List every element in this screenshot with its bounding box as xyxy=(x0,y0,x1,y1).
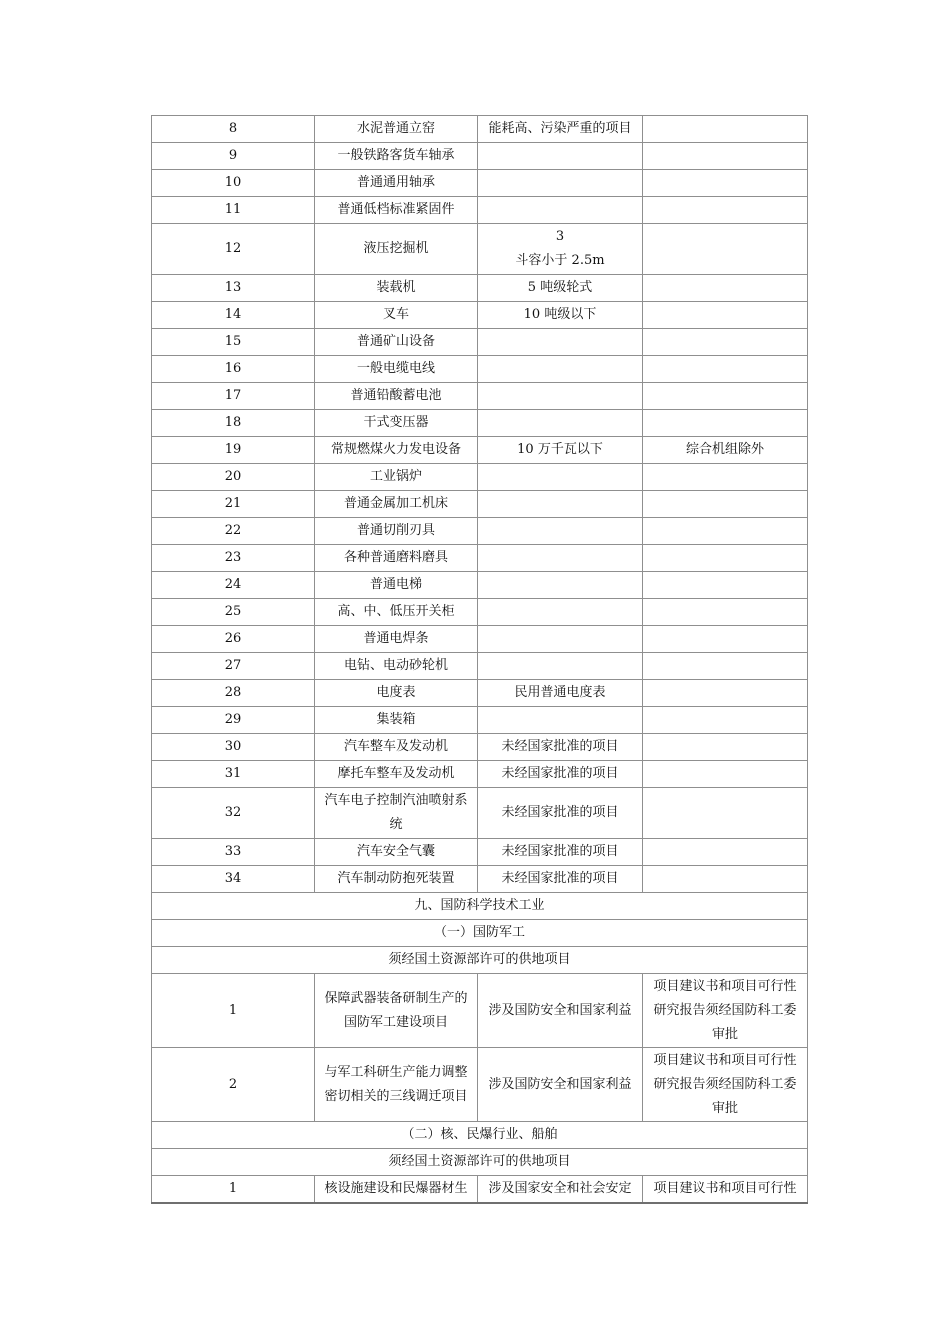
remark: 综合机组除外 xyxy=(643,437,808,464)
remark xyxy=(643,734,808,761)
row-number: 22 xyxy=(152,518,315,545)
project-name: 电度表 xyxy=(315,680,478,707)
row-number: 8 xyxy=(152,116,315,143)
condition: 涉及国防安全和国家利益 xyxy=(478,1048,643,1122)
remark xyxy=(643,599,808,626)
condition: 民用普通电度表 xyxy=(478,680,643,707)
remark xyxy=(643,329,808,356)
project-name: 一般铁路客货车轴承 xyxy=(315,143,478,170)
row-number: 21 xyxy=(152,491,315,518)
row-number: 15 xyxy=(152,329,315,356)
table-row xyxy=(152,734,808,761)
section-heading-row xyxy=(152,947,808,974)
table-row xyxy=(152,437,808,464)
project-name: 摩托车整车及发动机 xyxy=(315,761,478,788)
row-number: 1 xyxy=(152,974,315,1048)
project-name: 装载机 xyxy=(315,275,478,302)
condition: 10 吨级以下 xyxy=(478,302,643,329)
project-name: 水泥普通立窑 xyxy=(315,116,478,143)
table-row xyxy=(152,383,808,410)
project-name: 集装箱 xyxy=(315,707,478,734)
row-number: 10 xyxy=(152,170,315,197)
project-name: 普通切削刃具 xyxy=(315,518,478,545)
project-name: 普通铅酸蓄电池 xyxy=(315,383,478,410)
table-row xyxy=(152,866,808,893)
remark xyxy=(643,410,808,437)
remark xyxy=(643,626,808,653)
section-heading-row xyxy=(152,1122,808,1149)
condition xyxy=(478,410,643,437)
table-row xyxy=(152,761,808,788)
remark xyxy=(643,143,808,170)
remark xyxy=(643,866,808,893)
row-number: 32 xyxy=(152,788,315,839)
condition: 未经国家批准的项目 xyxy=(478,734,643,761)
row-number: 9 xyxy=(152,143,315,170)
table-row xyxy=(152,302,808,329)
condition: 能耗高、污染严重的项目 xyxy=(478,116,643,143)
remark xyxy=(643,197,808,224)
remark xyxy=(643,356,808,383)
row-number: 34 xyxy=(152,866,315,893)
remark xyxy=(643,275,808,302)
project-name: 干式变压器 xyxy=(315,410,478,437)
condition: 涉及国家安全和社会安定 xyxy=(478,1176,643,1204)
row-number: 30 xyxy=(152,734,315,761)
project-name: 汽车安全气囊 xyxy=(315,839,478,866)
remark xyxy=(643,545,808,572)
row-number: 31 xyxy=(152,761,315,788)
project-name: 电钻、电动砂轮机 xyxy=(315,653,478,680)
row-number: 25 xyxy=(152,599,315,626)
table-row xyxy=(152,329,808,356)
project-name: 各种普通磨料磨具 xyxy=(315,545,478,572)
project-name: 一般电缆电线 xyxy=(315,356,478,383)
condition xyxy=(478,143,643,170)
row-number: 26 xyxy=(152,626,315,653)
condition xyxy=(478,329,643,356)
row-number: 28 xyxy=(152,680,315,707)
remark xyxy=(643,572,808,599)
remark: 项目建议书和项目可行性 研究报告须经国防科工委 审批 xyxy=(643,974,808,1048)
condition xyxy=(478,197,643,224)
project-name: 保障武器装备研制生产的 国防军工建设项目 xyxy=(315,974,478,1048)
row-number: 12 xyxy=(152,224,315,275)
table-body xyxy=(152,116,808,1204)
table-row xyxy=(152,356,808,383)
project-name: 与军工科研生产能力调整 密切相关的三线调迁项目 xyxy=(315,1048,478,1122)
project-name: 普通低档标准紧固件 xyxy=(315,197,478,224)
condition xyxy=(478,599,643,626)
row-number: 29 xyxy=(152,707,315,734)
project-name: 核设施建设和民爆器材生 xyxy=(315,1176,478,1204)
row-number: 27 xyxy=(152,653,315,680)
remark xyxy=(643,707,808,734)
table-row xyxy=(152,197,808,224)
table-row xyxy=(152,680,808,707)
row-number: 33 xyxy=(152,839,315,866)
condition xyxy=(478,626,643,653)
row-number: 19 xyxy=(152,437,315,464)
remark xyxy=(643,761,808,788)
table-row xyxy=(152,974,808,1048)
project-name: 普通电焊条 xyxy=(315,626,478,653)
table-row xyxy=(152,410,808,437)
project-name: 普通电梯 xyxy=(315,572,478,599)
project-name: 工业锅炉 xyxy=(315,464,478,491)
project-name: 高、中、低压开关柜 xyxy=(315,599,478,626)
remark xyxy=(643,170,808,197)
project-name: 普通矿山设备 xyxy=(315,329,478,356)
table-row xyxy=(152,1048,808,1122)
table-row xyxy=(152,116,808,143)
remark xyxy=(643,383,808,410)
remark xyxy=(643,518,808,545)
condition xyxy=(478,545,643,572)
table-row xyxy=(152,143,808,170)
row-number: 20 xyxy=(152,464,315,491)
condition xyxy=(478,464,643,491)
remark xyxy=(643,653,808,680)
project-name: 汽车电子控制汽油喷射系 统 xyxy=(315,788,478,839)
project-name: 常规燃煤火力发电设备 xyxy=(315,437,478,464)
section-heading: （一）国防军工 xyxy=(152,920,808,947)
table-row xyxy=(152,545,808,572)
section-heading: 须经国土资源部许可的供地项目 xyxy=(152,1149,808,1176)
condition: 3 斗容小于 2.5m xyxy=(478,224,643,275)
remark xyxy=(643,491,808,518)
table-row xyxy=(152,491,808,518)
remark xyxy=(643,224,808,275)
row-number: 16 xyxy=(152,356,315,383)
condition xyxy=(478,356,643,383)
table-row xyxy=(152,572,808,599)
remark xyxy=(643,464,808,491)
row-number: 14 xyxy=(152,302,315,329)
row-number: 1 xyxy=(152,1176,315,1204)
table-row xyxy=(152,170,808,197)
table-row xyxy=(152,599,808,626)
remark xyxy=(643,788,808,839)
condition xyxy=(478,572,643,599)
row-number: 13 xyxy=(152,275,315,302)
table-row xyxy=(152,518,808,545)
project-name: 汽车制动防抱死装置 xyxy=(315,866,478,893)
remark xyxy=(643,839,808,866)
project-name: 叉车 xyxy=(315,302,478,329)
remark xyxy=(643,116,808,143)
table-row xyxy=(152,224,808,275)
condition: 5 吨级轮式 xyxy=(478,275,643,302)
row-number: 17 xyxy=(152,383,315,410)
condition: 未经国家批准的项目 xyxy=(478,839,643,866)
condition: 未经国家批准的项目 xyxy=(478,761,643,788)
project-name: 普通通用轴承 xyxy=(315,170,478,197)
project-name: 普通金属加工机床 xyxy=(315,491,478,518)
section-heading: 须经国土资源部许可的供地项目 xyxy=(152,947,808,974)
section-heading: 九、国防科学技术工业 xyxy=(152,893,808,920)
row-number: 24 xyxy=(152,572,315,599)
condition xyxy=(478,170,643,197)
project-name: 液压挖掘机 xyxy=(315,224,478,275)
row-number: 23 xyxy=(152,545,315,572)
section-heading-row xyxy=(152,893,808,920)
row-number: 2 xyxy=(152,1048,315,1122)
condition: 涉及国防安全和国家利益 xyxy=(478,974,643,1048)
table-row xyxy=(152,653,808,680)
condition: 10 万千瓦以下 xyxy=(478,437,643,464)
remark: 项目建议书和项目可行性 xyxy=(643,1176,808,1204)
condition xyxy=(478,653,643,680)
condition xyxy=(478,518,643,545)
table-row xyxy=(152,788,808,839)
table-row xyxy=(152,464,808,491)
section-heading-row xyxy=(152,920,808,947)
table-row xyxy=(152,839,808,866)
table-row xyxy=(152,275,808,302)
condition: 未经国家批准的项目 xyxy=(478,788,643,839)
table-row xyxy=(152,626,808,653)
section-heading: （二）核、民爆行业、船舶 xyxy=(152,1122,808,1149)
remark xyxy=(643,302,808,329)
table-row xyxy=(152,707,808,734)
row-number: 18 xyxy=(152,410,315,437)
table-row xyxy=(152,1176,808,1204)
condition xyxy=(478,491,643,518)
condition xyxy=(478,707,643,734)
remark: 项目建议书和项目可行性 研究报告须经国防科工委 审批 xyxy=(643,1048,808,1122)
remark xyxy=(643,680,808,707)
row-number: 11 xyxy=(152,197,315,224)
condition: 未经国家批准的项目 xyxy=(478,866,643,893)
project-name: 汽车整车及发动机 xyxy=(315,734,478,761)
land-supply-project-table xyxy=(151,115,808,1204)
section-heading-row xyxy=(152,1149,808,1176)
condition xyxy=(478,383,643,410)
